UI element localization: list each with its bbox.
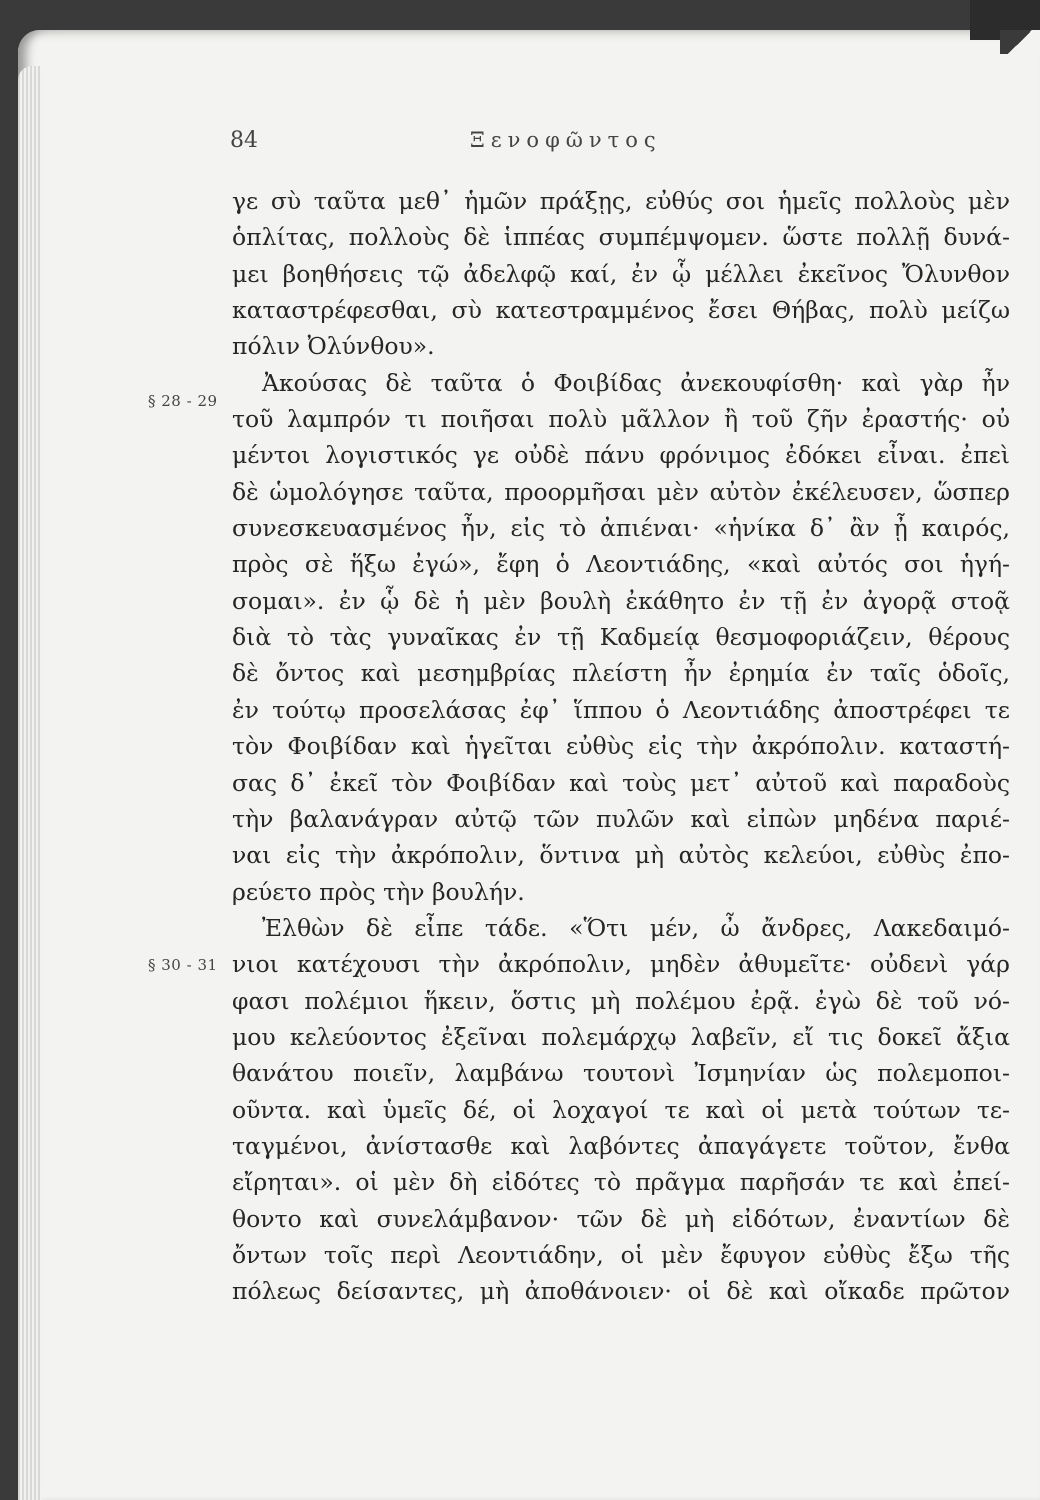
text-line: τὴν βαλανάγραν αὐτῷ τῶν πυλῶν καὶ εἰπὼν μηδένα παριέ- <box>232 804 1010 833</box>
page-number: 84 <box>230 128 258 153</box>
text-line: συνεσκευασμένος ἦν, εἰς τὸ ἀπιέναι· «ἡνίκα δ᾽ ἂν ᾖ καιρός, <box>232 514 1010 543</box>
text-line: Ἐλθὼν δὲ εἶπε τάδε. «Ὅτι μέν, ὦ ἄνδρες, Λακεδαιμό- <box>262 913 1010 942</box>
text-line: πόλιν Ὀλύνθου». <box>232 332 435 361</box>
scan-corner-fold <box>1000 30 1040 54</box>
text-line: θανάτου ποιεῖν, λαμβάνω τουτονὶ Ἰσμηνίαν ὡς πολεμοποι- <box>232 1059 1010 1088</box>
text-line: σας δ᾽ ἐκεῖ τὸν Φοιβίδαν καὶ τοὺς μετ᾽ αὐτοῦ καὶ παραδοὺς <box>232 768 1010 797</box>
text-line: νιοι κατέχουσι τὴν ἀκρόπολιν, μηδὲν ἀθυμεῖτε· οὐδενὶ γάρ <box>232 950 1010 979</box>
text-line: μει βοηθήσεις τῷ ἀδελφῷ καί, ἐν ᾧ μέλλει ἐκεῖνος Ὄλυνθον <box>232 259 1010 288</box>
text-line: δὲ ὡμολόγησε ταῦτα, προορμῆσαι μὲν αὐτὸν ἐκέλευσεν, ὥσπερ <box>232 477 1010 506</box>
text-line: ναι εἰς τὴν ἀκρόπολιν, ὅντινα μὴ αὐτὸς κελεύοι, εὐθὺς ἐπο- <box>232 841 1010 870</box>
text-line: ὄντων τοῖς περὶ Λεοντιάδην, οἱ μὲν ἔφυγον εὐθὺς ἔξω τῆς <box>232 1240 1010 1269</box>
text-line: τὸν Φοιβίδαν καὶ ἡγεῖται εὐθὺς εἰς τὴν ἀκρόπολιν. καταστή- <box>232 732 1010 761</box>
text-line: ρεύετο πρὸς τὴν βουλήν. <box>232 877 525 906</box>
body-text <box>232 183 1010 1310</box>
text-line: ἐν τούτῳ προσελάσας ἐφ᾽ ἵππου ὁ Λεοντιάδης ἀποστρέφει τε <box>232 695 1010 724</box>
text-line: μου κελεύοντος ἐξεῖναι πολεμάρχῳ λαβεῖν, εἴ τις δοκεῖ ἄξια <box>232 1022 1010 1051</box>
text-line: ὁπλίτας, πολλοὺς δὲ ἱππέας συμπέμψομεν. ὥστε πολλῇ δυνά- <box>232 223 1010 252</box>
text-line: διὰ τὸ τὰς γυναῖκας ἐν τῇ Καδμείᾳ θεσμοφοριάζειν, θέρους <box>232 623 1010 652</box>
section-marker-30-31: § 30 - 31 <box>148 956 218 974</box>
text-line: οῦντα. καὶ ὑμεῖς δέ, οἱ λοχαγοί τε καὶ οἱ μετὰ τούτων τε- <box>232 1095 1010 1124</box>
text-line: Ἀκούσας δὲ ταῦτα ὁ Φοιβίδας ἀνεκουφίσθη· καὶ γὰρ ἦν <box>262 368 1010 397</box>
text-line: γε σὺ ταῦτα μεθ᾽ ἡμῶν πράξῃς, εὐθύς σοι ἡμεῖς πολλοὺς μὲν <box>232 187 1010 215</box>
text-line: ταγμένοι, ἀνίστασθε καὶ λαβόντες ἀπαγάγετε τοῦτον, ἔνθα <box>232 1131 1010 1160</box>
text-line: φασι πολέμιοι ἥκειν, ὅστις μὴ πολέμου ἐρᾷ. ἐγὼ δὲ τοῦ νό- <box>232 986 1010 1015</box>
text-line: σομαι». ἐν ᾧ δὲ ἡ μὲν βουλὴ ἐκάθητο ἐν τῇ ἐν ἀγορᾷ στοᾷ <box>232 586 1010 615</box>
text-line: τοῦ λαμπρόν τι ποιῆσαι πολὺ μᾶλλον ἢ τοῦ ζῆν ἐραστής· οὐ <box>232 405 1010 434</box>
running-title: Ξενοφῶντος <box>470 128 662 152</box>
text-line: μέντοι λογιστικός γε οὐδὲ πάνυ φρόνιμος ἐδόκει εἶναι. ἐπεὶ <box>232 441 1010 470</box>
text-line: καταστρέφεσθαι, σὺ κατεστραμμένος ἔσει Θήβας, πολὺ μείζω <box>232 296 1010 325</box>
page-stack-edge <box>18 66 42 1500</box>
running-header <box>0 128 1040 158</box>
section-marker-28-29: § 28 - 29 <box>148 392 218 410</box>
text-line: εἴρηται». οἱ μὲν δὴ εἰδότες τὸ πρᾶγμα παρῆσάν τε καὶ ἐπεί- <box>232 1168 1010 1197</box>
text-line: δὲ ὄντος καὶ μεσημβρίας πλείστη ἦν ἐρημία ἐν ταῖς ὁδοῖς, <box>232 659 1010 688</box>
text-line: πρὸς σὲ ἥξω ἐγώ», ἔφη ὁ Λεοντιάδης, «καὶ αὐτός σοι ἡγή- <box>232 550 1010 579</box>
text-line: θοντο καὶ συνελάμβανον· τῶν δὲ μὴ εἰδότων, ἐναντίων δὲ <box>232 1204 1010 1233</box>
text-line: πόλεως δείσαντες, μὴ ἀποθάνοιεν· οἱ δὲ καὶ οἴκαδε πρῶτον <box>232 1277 1010 1306</box>
